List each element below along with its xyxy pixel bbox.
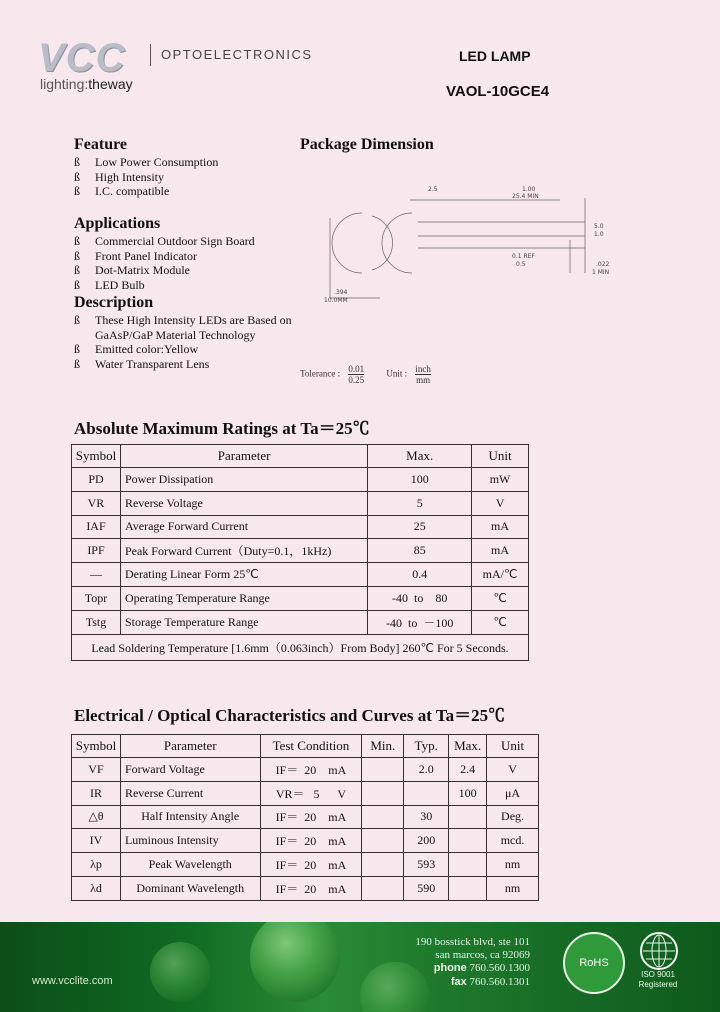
list-item: ß Low Power Consumption — [74, 155, 218, 170]
tolerance-label: Tolerance : — [300, 368, 341, 379]
table-row — [72, 758, 539, 782]
table-cell: μA — [487, 781, 539, 805]
address-line-1: 190 bosstick blvd, ste 101 — [415, 936, 530, 948]
table-cell: 85 — [368, 539, 472, 563]
table-row — [72, 468, 529, 492]
table-cell: ℃ — [472, 586, 529, 610]
table-cell: Half Intensity Angle — [120, 805, 260, 829]
table-cell: mA — [472, 539, 529, 563]
table-note-row — [72, 634, 529, 660]
list-item: ß Water Transparent Lens — [74, 357, 299, 372]
tolerance-note — [300, 364, 431, 385]
table-cell: ℃ — [472, 610, 529, 634]
table-cell — [362, 781, 404, 805]
list-item: ß I.C. compatible — [74, 184, 218, 199]
phone-line — [434, 962, 530, 974]
table-header-row — [72, 735, 539, 758]
table-cell: mW — [472, 468, 529, 492]
feature-list — [74, 155, 218, 199]
column-header: Typ. — [404, 735, 449, 758]
table-cell: Deg. — [487, 805, 539, 829]
table-cell: mcd. — [487, 829, 539, 853]
table-cell: λd — [72, 876, 121, 900]
header-divider — [150, 44, 151, 66]
column-header: Test Condition — [260, 735, 362, 758]
table-row — [72, 586, 529, 610]
table-row — [72, 491, 529, 515]
table-cell: Storage Temperature Range — [120, 610, 367, 634]
table-cell: 100 — [449, 781, 487, 805]
table-cell: IV — [72, 829, 121, 853]
decorative-led-image — [250, 922, 340, 1002]
table-cell: IF＝ 20 mA — [260, 758, 362, 782]
column-header: Max. — [368, 445, 472, 468]
table-cell: Peak Wavelength — [120, 853, 260, 877]
fax-label: fax — [450, 976, 467, 988]
column-header: Max. — [449, 735, 487, 758]
unit-inch: inch — [415, 364, 431, 374]
table-cell — [362, 758, 404, 782]
column-header: Unit — [472, 445, 529, 468]
table-cell: Average Forward Current — [120, 515, 367, 539]
decorative-led-image — [360, 962, 430, 1012]
table-row — [72, 876, 539, 900]
phone-label: phone — [433, 962, 467, 974]
table-cell — [449, 876, 487, 900]
table-cell: IR — [72, 781, 121, 805]
applications-list — [74, 234, 255, 292]
table-cell: 2.4 — [449, 758, 487, 782]
dim-label: .022 — [596, 261, 610, 268]
column-header: Unit — [487, 735, 539, 758]
tagline — [40, 76, 133, 92]
dim-label: 5.0 — [594, 223, 604, 230]
table-cell: 100 — [368, 468, 472, 492]
abs-max-heading: Absolute Maximum Ratings at Ta＝25℃ — [74, 419, 370, 438]
table-row — [72, 805, 539, 829]
table-cell: VR＝ 5 V — [260, 781, 362, 805]
list-item: ß High Intensity — [74, 170, 218, 185]
table-cell — [362, 876, 404, 900]
list-item: ß These High Intensity LEDs are Based on GaAsP/GaP Material Technology — [74, 313, 299, 342]
division-name: OPTOELECTRONICS — [161, 47, 313, 62]
table-cell: mA/℃ — [472, 563, 529, 587]
footer-banner — [0, 922, 720, 1012]
column-header: Symbol — [72, 445, 121, 468]
table-cell: IF＝ 20 mA — [260, 805, 362, 829]
table-cell: IAF — [72, 515, 121, 539]
table-cell: -40 to －100 — [368, 610, 472, 634]
dim-label: 25.4 MIN — [512, 193, 539, 200]
table-cell: λp — [72, 853, 121, 877]
description-heading: Description — [74, 294, 154, 311]
table-row — [72, 610, 529, 634]
table-cell: PD — [72, 468, 121, 492]
column-header: Symbol — [72, 735, 121, 758]
package-dimension-drawing — [300, 178, 620, 308]
table-cell: IF＝ 20 mA — [260, 829, 362, 853]
electrical-table — [71, 734, 539, 901]
table-row — [72, 781, 539, 805]
table-cell: Reverse Voltage — [120, 491, 367, 515]
table-cell: 25 — [368, 515, 472, 539]
table-cell: VR — [72, 491, 121, 515]
dim-label: .394 — [334, 289, 348, 296]
dim-label: 0.1 REF — [512, 253, 535, 260]
table-cell: IF＝ 20 mA — [260, 853, 362, 877]
table-cell: — — [72, 563, 121, 587]
table-cell — [404, 781, 449, 805]
dim-label: 10.0MM — [324, 297, 348, 304]
table-cell: Dominant Wavelength — [120, 876, 260, 900]
table-cell: Reverse Current — [120, 781, 260, 805]
table-cell: Tstg — [72, 610, 121, 634]
tagline-bold: theway — [88, 76, 133, 92]
list-item: ß Commercial Outdoor Sign Board — [74, 234, 255, 249]
soldering-note: Lead Soldering Temperature [1.6mm（0.063inch）From Body] 260℃ For 5 Seconds. — [72, 634, 529, 660]
table-cell — [362, 829, 404, 853]
abs-max-table — [71, 444, 529, 661]
dim-label: 1.00 — [522, 186, 536, 193]
table-cell: Forward Voltage — [120, 758, 260, 782]
column-header: Min. — [362, 735, 404, 758]
table-cell: V — [487, 758, 539, 782]
table-cell: Topr — [72, 586, 121, 610]
table-cell: IF＝ 20 mA — [260, 876, 362, 900]
table-cell: 593 — [404, 853, 449, 877]
table-cell — [449, 805, 487, 829]
table-cell: 2.0 — [404, 758, 449, 782]
feature-heading: Feature — [74, 136, 128, 153]
list-item: ß Dot-Matrix Module — [74, 263, 255, 278]
table-cell: V — [472, 491, 529, 515]
table-cell: 30 — [404, 805, 449, 829]
table-cell: 200 — [404, 829, 449, 853]
part-number: VAOL-10GCE4 — [446, 83, 550, 100]
table-cell: Luminous Intensity — [120, 829, 260, 853]
website-link[interactable]: www.vcclite.com — [32, 975, 113, 987]
table-cell: mA — [472, 515, 529, 539]
company-logo: VCC — [38, 36, 126, 80]
applications-heading: Applications — [74, 215, 161, 232]
tolerance-inch: 0.01 — [348, 364, 365, 374]
decorative-led-image — [150, 942, 210, 1002]
iso-certification: ISO 9001 Registered — [638, 970, 678, 989]
electrical-heading: Electrical / Optical Characteristics and Curves at Ta＝25℃ — [74, 706, 506, 725]
globe-icon — [640, 932, 678, 970]
table-row — [72, 563, 529, 587]
dim-label: 0.5 — [516, 261, 526, 268]
table-cell: △θ — [72, 805, 121, 829]
table-row — [72, 853, 539, 877]
list-item: ß Front Panel Indicator — [74, 249, 255, 264]
table-row — [72, 829, 539, 853]
address-line-2: san marcos, ca 92069 — [435, 949, 530, 961]
column-header: Parameter — [120, 445, 367, 468]
table-cell: -40 to 80 — [368, 586, 472, 610]
table-cell: nm — [487, 876, 539, 900]
table-cell — [449, 829, 487, 853]
list-item: ß LED Bulb — [74, 278, 255, 293]
unit-mm: mm — [416, 375, 431, 385]
fax-line — [451, 976, 530, 988]
column-header: Parameter — [120, 735, 260, 758]
table-row — [72, 539, 529, 563]
tolerance-mm: 0.25 — [348, 375, 365, 385]
table-cell: 5 — [368, 491, 472, 515]
unit-label: Unit : — [386, 368, 408, 379]
table-cell: Peak Forward Current（Duty=0.1，1kHz) — [120, 539, 367, 563]
dim-label: 2.5 — [428, 186, 438, 193]
rohs-badge: RoHS — [563, 932, 625, 994]
table-cell: VF — [72, 758, 121, 782]
table-cell — [449, 853, 487, 877]
dim-label: 1 MIN — [592, 269, 610, 276]
dim-label: 1.0 — [594, 231, 604, 238]
table-cell: 0.4 — [368, 563, 472, 587]
document-title: LED LAMP — [459, 48, 531, 64]
table-cell — [362, 805, 404, 829]
table-cell: IPF — [72, 539, 121, 563]
table-row — [72, 515, 529, 539]
table-cell — [362, 853, 404, 877]
table-cell: Power Dissipation — [120, 468, 367, 492]
package-heading: Package Dimension — [300, 136, 434, 153]
table-cell: Operating Temperature Range — [120, 586, 367, 610]
list-item: ß Emitted color:Yellow — [74, 342, 299, 357]
table-cell: Derating Linear Form 25℃ — [120, 563, 367, 587]
fax-number: 760.560.1301 — [469, 976, 530, 988]
description-list — [74, 313, 299, 371]
table-cell: nm — [487, 853, 539, 877]
table-header-row — [72, 445, 529, 468]
tagline-light: lighting: — [40, 76, 89, 92]
table-cell: 590 — [404, 876, 449, 900]
phone-number: 760.560.1300 — [469, 962, 530, 974]
